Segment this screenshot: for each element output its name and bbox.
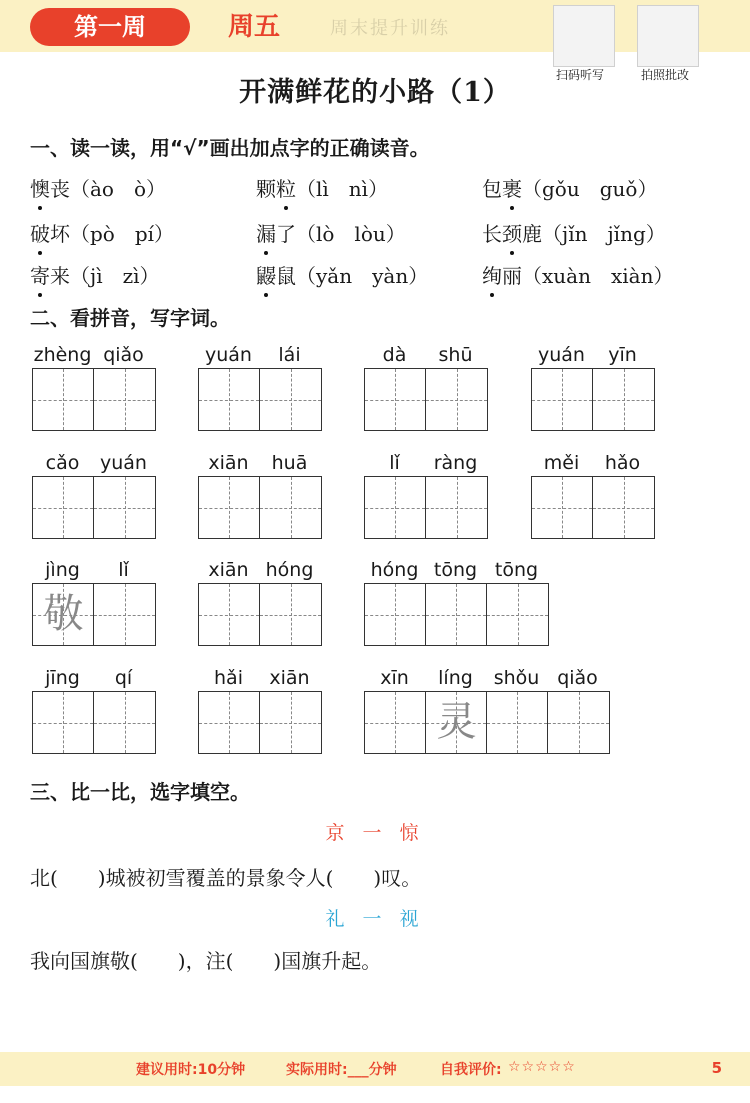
- writing-cell[interactable]: [199, 477, 260, 538]
- pinyin-syllable: zhèng: [33, 344, 92, 366]
- pinyin-word-group: [32, 342, 156, 431]
- dotted-char: 绚: [482, 260, 502, 289]
- word-prefix: 颗: [256, 177, 276, 201]
- pinyin-line: [364, 450, 488, 476]
- word-suffix: 鼠: [276, 264, 296, 288]
- pinyin-line: [198, 665, 322, 691]
- suggested-time: 建议用时:10分钟: [136, 1062, 246, 1078]
- pinyin-word-group: [364, 450, 488, 539]
- pinyin-line: [364, 665, 610, 691]
- qr-code-grade[interactable]: [637, 5, 699, 67]
- dotted-char: 懊: [30, 173, 50, 202]
- pinyin-syllable: xiān: [269, 667, 310, 689]
- pinyin-options: （xuàn xiàn）: [522, 264, 674, 288]
- fill-sentence-2[interactable]: 我向国旗敬( )，注( )国旗升起。: [30, 949, 382, 973]
- section2-heading: 二、看拼音，写字词。: [30, 306, 230, 330]
- pinyin-syllable: yīn: [608, 344, 637, 366]
- qr-label-listen: 扫码听写: [556, 68, 605, 82]
- pinyin-syllable: yuán: [100, 452, 147, 474]
- writing-grid: [198, 691, 322, 754]
- pinyin-word-group: [531, 450, 655, 539]
- pinyin-syllable: lǐ: [118, 559, 129, 581]
- word-prefix: 长: [482, 222, 502, 246]
- pinyin-syllable: měi: [543, 452, 580, 474]
- reading-item[interactable]: [482, 173, 657, 202]
- pinyin-syllable: lǐ: [389, 452, 400, 474]
- pinyin-syllable: qí: [114, 667, 133, 689]
- pinyin-options: （pò pí）: [70, 222, 175, 246]
- writing-cell[interactable]: [33, 692, 94, 753]
- writing-cell[interactable]: [33, 369, 94, 430]
- reading-item[interactable]: [256, 173, 388, 202]
- dotted-char: 粒: [276, 173, 296, 202]
- writing-grid: [364, 691, 610, 754]
- pinyin-syllable: jīng: [45, 667, 80, 689]
- pinyin-syllable: shǒu: [493, 667, 540, 689]
- qr-code-listen[interactable]: [553, 5, 615, 67]
- pinyin-syllable: shū: [438, 344, 473, 366]
- pinyin-word-group: [198, 665, 322, 754]
- word-suffix: 了: [276, 222, 296, 246]
- writing-cell[interactable]: [33, 477, 94, 538]
- pinyin-options: （gǒu guǒ）: [522, 177, 658, 201]
- pinyin-syllable: hǎi: [214, 667, 243, 689]
- writing-grid: [198, 368, 322, 431]
- pinyin-syllable: xiān: [208, 452, 249, 474]
- writing-cell[interactable]: [548, 692, 609, 753]
- pinyin-syllable: huā: [271, 452, 308, 474]
- pinyin-syllable: lái: [278, 344, 301, 366]
- writing-cell[interactable]: [426, 692, 487, 753]
- writing-cell[interactable]: [365, 692, 426, 753]
- writing-cell[interactable]: [532, 369, 593, 430]
- reading-item[interactable]: [30, 260, 160, 289]
- footer-bar: [0, 1052, 750, 1086]
- writing-cell[interactable]: [593, 477, 654, 538]
- week-badge: 第一周: [30, 8, 190, 46]
- writing-cell[interactable]: [487, 692, 548, 753]
- pinyin-line: [32, 450, 156, 476]
- qr-label-grade: 拍照批改: [641, 68, 690, 82]
- writing-cell[interactable]: [94, 584, 155, 645]
- actual-time: 实际用时:___分钟: [286, 1062, 397, 1078]
- pinyin-syllable: qiǎo: [103, 344, 144, 366]
- writing-cell[interactable]: [532, 477, 593, 538]
- writing-grid: [364, 476, 488, 539]
- pinyin-word-group: [364, 557, 549, 646]
- word-suffix: 来: [50, 264, 70, 288]
- writing-cell[interactable]: [426, 477, 487, 538]
- writing-cell[interactable]: [260, 692, 321, 753]
- writing-grid: [364, 368, 488, 431]
- pinyin-line: [32, 665, 156, 691]
- dotted-char: 寄: [30, 260, 50, 289]
- dotted-char: 破: [30, 218, 50, 247]
- writing-grid: [198, 583, 322, 646]
- pinyin-options: （ào ò）: [70, 177, 167, 201]
- pinyin-syllable: xīn: [380, 667, 409, 689]
- writing-grid: [364, 583, 549, 646]
- day-label: 周五: [228, 12, 281, 42]
- word-prefix: 包: [482, 177, 502, 201]
- writing-cell[interactable]: [260, 369, 321, 430]
- writing-grid: [198, 476, 322, 539]
- pinyin-syllable: yuán: [205, 344, 252, 366]
- writing-cell[interactable]: [365, 477, 426, 538]
- writing-cell[interactable]: [94, 477, 155, 538]
- char-pair-2: 礼 一 视: [325, 908, 425, 930]
- pinyin-word-group: [32, 557, 156, 646]
- pinyin-syllable: ràng: [433, 452, 478, 474]
- writing-cell[interactable]: [365, 369, 426, 430]
- writing-cell[interactable]: [94, 369, 155, 430]
- writing-cell[interactable]: [94, 692, 155, 753]
- writing-grid: [531, 476, 655, 539]
- writing-cell[interactable]: [199, 369, 260, 430]
- word-suffix: 鹿: [522, 222, 542, 246]
- writing-cell[interactable]: [199, 692, 260, 753]
- pinyin-line: [32, 557, 156, 583]
- pinyin-word-group: [32, 665, 156, 754]
- writing-grid: [32, 476, 156, 539]
- reading-item[interactable]: [30, 218, 174, 247]
- writing-cell[interactable]: [260, 477, 321, 538]
- writing-grid: [32, 691, 156, 754]
- rating-stars[interactable]: ☆☆☆☆☆: [508, 1059, 576, 1075]
- pinyin-options: （jì zì）: [70, 264, 160, 288]
- pinyin-line: [531, 342, 655, 368]
- writing-grid: [531, 368, 655, 431]
- reading-item[interactable]: [256, 218, 406, 247]
- sample-char: 敬: [43, 591, 84, 637]
- pinyin-line: [364, 342, 488, 368]
- page-number: 5: [711, 1059, 722, 1077]
- pinyin-syllable: xiān: [208, 559, 249, 581]
- pinyin-word-group: [32, 450, 156, 539]
- pinyin-syllable: hǎo: [604, 452, 641, 474]
- writing-cell[interactable]: [426, 584, 487, 645]
- pinyin-syllable: yuán: [538, 344, 585, 366]
- pinyin-word-group: [198, 557, 322, 646]
- pinyin-syllable: hóng: [370, 559, 419, 581]
- writing-cell[interactable]: [199, 584, 260, 645]
- writing-cell[interactable]: [260, 584, 321, 645]
- pinyin-line: [364, 557, 549, 583]
- pinyin-word-group: [198, 342, 322, 431]
- writing-cell[interactable]: [426, 369, 487, 430]
- reading-item[interactable]: [482, 260, 673, 289]
- pinyin-syllable: qiǎo: [557, 667, 598, 689]
- self-evaluation-label: 自我评价:: [440, 1062, 502, 1078]
- writing-cell[interactable]: [33, 584, 94, 645]
- pinyin-syllable: tōng: [433, 559, 478, 581]
- reading-item[interactable]: [30, 173, 166, 202]
- section3-heading: 三、比一比，选字填空。: [30, 780, 250, 804]
- dotted-char: 裹: [502, 173, 522, 202]
- pinyin-syllable: dà: [382, 344, 407, 366]
- pinyin-syllable: tōng: [494, 559, 539, 581]
- char-pair-1: 京 一 惊: [325, 822, 425, 844]
- writing-grid: [32, 583, 156, 646]
- pinyin-syllable: jìng: [45, 559, 80, 581]
- reading-item[interactable]: [256, 260, 428, 289]
- dotted-char: 颈: [502, 218, 522, 247]
- writing-grid: [32, 368, 156, 431]
- word-suffix: 坏: [50, 222, 70, 246]
- pinyin-word-group: [364, 342, 488, 431]
- fill-sentence-1[interactable]: 北( )城被初雪覆盖的景象令人( )叹。: [30, 866, 422, 890]
- pinyin-line: [32, 342, 156, 368]
- pinyin-line: [198, 450, 322, 476]
- writing-cell[interactable]: [487, 584, 548, 645]
- pinyin-syllable: líng: [438, 667, 473, 689]
- pinyin-options: （jǐn jǐng）: [542, 222, 666, 246]
- pinyin-options: （lò lòu）: [296, 222, 406, 246]
- writing-cell[interactable]: [593, 369, 654, 430]
- pinyin-syllable: hóng: [265, 559, 314, 581]
- sample-char: 灵: [436, 699, 477, 745]
- pinyin-line: [198, 557, 322, 583]
- section1-heading: 一、读一读，用“√”画出加点字的正确读音。: [30, 136, 430, 160]
- pinyin-word-group: [198, 450, 322, 539]
- pinyin-syllable: cǎo: [45, 452, 80, 474]
- pinyin-line: [531, 450, 655, 476]
- writing-cell[interactable]: [365, 584, 426, 645]
- pinyin-word-group: [531, 342, 655, 431]
- word-suffix: 丽: [502, 264, 522, 288]
- page-title: 开满鲜花的小路（1）: [239, 77, 511, 108]
- pinyin-line: [198, 342, 322, 368]
- dotted-char: 漏: [256, 218, 276, 247]
- faded-header-text: 周末提升训练: [330, 18, 450, 39]
- pinyin-options: （lì nì）: [296, 177, 389, 201]
- dotted-char: 鼹: [256, 260, 276, 289]
- reading-item[interactable]: [482, 218, 666, 247]
- pinyin-word-group: [364, 665, 610, 754]
- pinyin-options: （yǎn yàn）: [296, 264, 429, 288]
- word-suffix: 丧: [50, 177, 70, 201]
